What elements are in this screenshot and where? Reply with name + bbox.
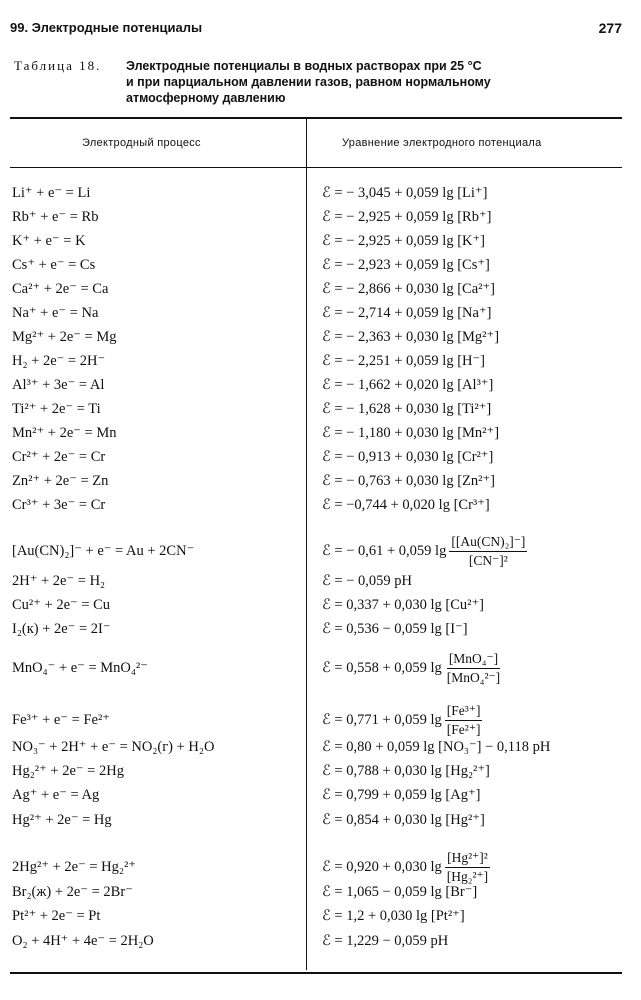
potential-equation bbox=[322, 277, 632, 301]
electrode-process: MnO₄⁻ + e⁻ = MnO₄²⁻ bbox=[12, 659, 148, 676]
equation-text: ℰ = − 1,662 + 0,020 lg [Al³⁺] bbox=[322, 376, 494, 393]
electrode-process: Rb⁺ + e⁻ = Rb bbox=[12, 208, 99, 225]
electrode-process: Pt²⁺ + 2e⁻ = Pt bbox=[12, 907, 101, 924]
table-row bbox=[0, 205, 641, 229]
table-row bbox=[0, 397, 641, 421]
table-row bbox=[0, 569, 641, 593]
table-row bbox=[0, 880, 641, 904]
table-row bbox=[0, 445, 641, 469]
equation-text: ℰ = 0,771 + 0,059 lg bbox=[322, 711, 442, 728]
equation-text: ℰ = 0,854 + 0,030 lg [Hg²⁺] bbox=[322, 811, 485, 828]
electrode-process: [Au(CN)₂]⁻ + e⁻ = Au + 2CN⁻ bbox=[12, 542, 195, 559]
potential-equation bbox=[322, 617, 632, 641]
table-row bbox=[0, 808, 641, 832]
equation-text: ℰ = − 2,866 + 0,030 lg [Ca²⁺] bbox=[322, 280, 495, 297]
potential-equation bbox=[322, 229, 632, 253]
electrode-process: Ca²⁺ + 2e⁻ = Ca bbox=[12, 280, 109, 297]
potential-equation bbox=[322, 205, 632, 229]
fraction-denominator: [Hg₂²⁺] bbox=[446, 868, 489, 884]
electrode-process: Cr²⁺ + 2e⁻ = Cr bbox=[12, 448, 106, 465]
table-row bbox=[0, 301, 641, 325]
fraction-numerator: [Fe³⁺] bbox=[445, 703, 483, 721]
table-row bbox=[0, 531, 641, 571]
potential-equation bbox=[322, 880, 632, 904]
potential-equation bbox=[322, 735, 632, 759]
electrode-process: NO₃⁻ + 2H⁺ + e⁻ = NO₂(г) + H₂O bbox=[12, 738, 215, 755]
equation-text: ℰ = − 2,923 + 0,059 lg [Cs⁺] bbox=[322, 256, 490, 273]
equation-text: ℰ = − 1,180 + 0,030 lg [Mn²⁺] bbox=[322, 424, 500, 441]
electrode-process: Zn²⁺ + 2e⁻ = Zn bbox=[12, 472, 109, 489]
equation-text: ℰ = − 0,763 + 0,030 lg [Zn²⁺] bbox=[322, 472, 495, 489]
table-row bbox=[0, 593, 641, 617]
equation-text: ℰ = − 2,251 + 0,059 lg [H⁻] bbox=[322, 352, 485, 369]
equation-text: ℰ = − 2,925 + 0,059 lg [K⁺] bbox=[322, 232, 485, 249]
table-row bbox=[0, 759, 641, 783]
equation-text: ℰ = 0,920 + 0,030 lg bbox=[322, 858, 442, 875]
potential-equation bbox=[322, 349, 632, 373]
potential-equation bbox=[322, 181, 632, 205]
potential-equation bbox=[322, 325, 632, 349]
equation-text: ℰ = 1,2 + 0,030 lg [Pt²⁺] bbox=[322, 907, 465, 924]
potential-equation bbox=[322, 531, 632, 571]
electrode-process: Ti²⁺ + 2e⁻ = Ti bbox=[12, 400, 101, 417]
table-row bbox=[0, 253, 641, 277]
electrode-process: Na⁺ + e⁻ = Na bbox=[12, 304, 99, 321]
page-number: 277 bbox=[598, 20, 622, 36]
table-row bbox=[0, 904, 641, 928]
electrode-process: Cr³⁺ + 3e⁻ = Cr bbox=[12, 496, 106, 513]
potential-equation bbox=[322, 253, 632, 277]
equation-text: ℰ = − 2,714 + 0,059 lg [Na⁺] bbox=[322, 304, 492, 321]
potential-equation bbox=[322, 808, 632, 832]
electrode-process: Cs⁺ + e⁻ = Cs bbox=[12, 256, 96, 273]
fraction-numerator: [[Au(CN)₂]⁻] bbox=[449, 534, 527, 552]
electrode-process: Fe³⁺ + e⁻ = Fe²⁺ bbox=[12, 711, 110, 728]
equation-text: ℰ = 1,065 − 0,059 lg [Br⁻] bbox=[322, 883, 478, 900]
table-row bbox=[0, 421, 641, 445]
table-row bbox=[0, 493, 641, 517]
equation-text: ℰ = − 2,925 + 0,059 lg [Rb⁺] bbox=[322, 208, 492, 225]
electrode-process: 2Hg²⁺ + 2e⁻ = Hg₂²⁺ bbox=[12, 858, 136, 875]
column-header-process: Электродный процесс bbox=[82, 137, 201, 149]
potential-equation bbox=[322, 301, 632, 325]
potential-equation bbox=[322, 373, 632, 397]
equation-text: ℰ = 0,536 − 0,059 lg [I⁻] bbox=[322, 620, 468, 637]
table-label: Таблица 18. bbox=[14, 58, 102, 73]
equation-text: ℰ = − 0,61 + 0,059 lg bbox=[322, 542, 447, 559]
electrode-process: Li⁺ + e⁻ = Li bbox=[12, 184, 91, 201]
electrode-process: Mn²⁺ + 2e⁻ = Mn bbox=[12, 424, 117, 441]
electrode-process: O₂ + 4H⁺ + 4e⁻ = 2H₂O bbox=[12, 932, 154, 949]
electrode-process: Ag⁺ + e⁻ = Ag bbox=[12, 786, 100, 803]
section-title: 99. Электродные потенциалы bbox=[10, 20, 203, 35]
table-title-line-2: и при парциальном давлении газов, равном нормальному bbox=[126, 75, 491, 89]
equation-text: ℰ = 0,80 + 0,059 lg [NO₃⁻] − 0,118 pH bbox=[322, 738, 551, 755]
equation-text: ℰ = 0,788 + 0,030 lg [Hg₂²⁺] bbox=[322, 762, 490, 779]
table-row bbox=[0, 277, 641, 301]
potential-equation bbox=[322, 759, 632, 783]
equation-fraction bbox=[449, 534, 527, 569]
electrode-process: Br₂(ж) + 2e⁻ = 2Br⁻ bbox=[12, 883, 133, 900]
table-row bbox=[0, 181, 641, 205]
equation-text: ℰ = − 3,045 + 0,059 lg [Li⁺] bbox=[322, 184, 488, 201]
potential-equation bbox=[322, 929, 632, 953]
fraction-numerator: [MnO₄⁻] bbox=[447, 651, 500, 669]
potential-equation bbox=[322, 904, 632, 928]
table-row bbox=[0, 325, 641, 349]
table-bottom-rule bbox=[10, 972, 622, 974]
potential-equation bbox=[322, 493, 632, 517]
potential-equation bbox=[322, 783, 632, 807]
electrode-process: Cu²⁺ + 2e⁻ = Cu bbox=[12, 596, 111, 613]
fraction-denominator: [Fe²⁺] bbox=[446, 721, 481, 737]
table-row bbox=[0, 929, 641, 953]
potential-equation bbox=[322, 397, 632, 421]
table-row bbox=[0, 229, 641, 253]
electrode-process: Al³⁺ + 3e⁻ = Al bbox=[12, 376, 105, 393]
equation-text: ℰ = 0,337 + 0,030 lg [Cu²⁺] bbox=[322, 596, 484, 613]
table-row bbox=[0, 617, 641, 641]
equation-fraction bbox=[445, 651, 502, 686]
electrode-process: H₂ + 2e⁻ = 2H⁻ bbox=[12, 352, 106, 369]
potential-equation bbox=[322, 445, 632, 469]
equation-text: ℰ = 0,558 + 0,059 lg bbox=[322, 659, 442, 676]
potential-equation bbox=[322, 469, 632, 493]
electrode-process: 2H⁺ + 2e⁻ = H₂ bbox=[12, 572, 106, 589]
electrode-process: Mg²⁺ + 2e⁻ = Mg bbox=[12, 328, 117, 345]
equation-fraction bbox=[445, 703, 483, 738]
potential-equation bbox=[322, 593, 632, 617]
table-title-line-3: атмосферному давлению bbox=[126, 91, 286, 105]
fraction-numerator: [Hg²⁺]² bbox=[445, 850, 490, 868]
table-row bbox=[0, 646, 641, 690]
electrode-process: K⁺ + e⁻ = K bbox=[12, 232, 86, 249]
table-row bbox=[0, 735, 641, 759]
potential-equation bbox=[322, 569, 632, 593]
table-row bbox=[0, 373, 641, 397]
equation-text: ℰ = − 1,628 + 0,030 lg [Ti²⁺] bbox=[322, 400, 492, 417]
electrode-process: Hg₂²⁺ + 2e⁻ = 2Hg bbox=[12, 762, 124, 779]
fraction-denominator: [CN⁻]² bbox=[468, 552, 508, 568]
equation-text: ℰ = − 0,913 + 0,030 lg [Cr²⁺] bbox=[322, 448, 494, 465]
potential-equation bbox=[322, 646, 632, 690]
column-header-equation: Уравнение электродного потенциала bbox=[342, 137, 542, 149]
equation-text: ℰ = 0,799 + 0,059 lg [Ag⁺] bbox=[322, 786, 481, 803]
table-title-line-1: Электродные потенциалы в водных растворах при 25 °С bbox=[126, 59, 482, 73]
table-row bbox=[0, 783, 641, 807]
table-row bbox=[0, 469, 641, 493]
equation-text: ℰ = 1,229 − 0,059 pH bbox=[322, 932, 449, 949]
equation-text: ℰ = − 2,363 + 0,030 lg [Mg²⁺] bbox=[322, 328, 500, 345]
fraction-denominator: [MnO₄²⁻] bbox=[446, 669, 501, 685]
electrode-process: I₂(к) + 2e⁻ = 2I⁻ bbox=[12, 620, 111, 637]
equation-text: ℰ = −0,744 + 0,020 lg [Cr³⁺] bbox=[322, 496, 490, 513]
equation-text: ℰ = − 0,059 pH bbox=[322, 572, 412, 589]
potential-equation bbox=[322, 421, 632, 445]
table-row bbox=[0, 349, 641, 373]
electrode-process: Hg²⁺ + 2e⁻ = Hg bbox=[12, 811, 112, 828]
